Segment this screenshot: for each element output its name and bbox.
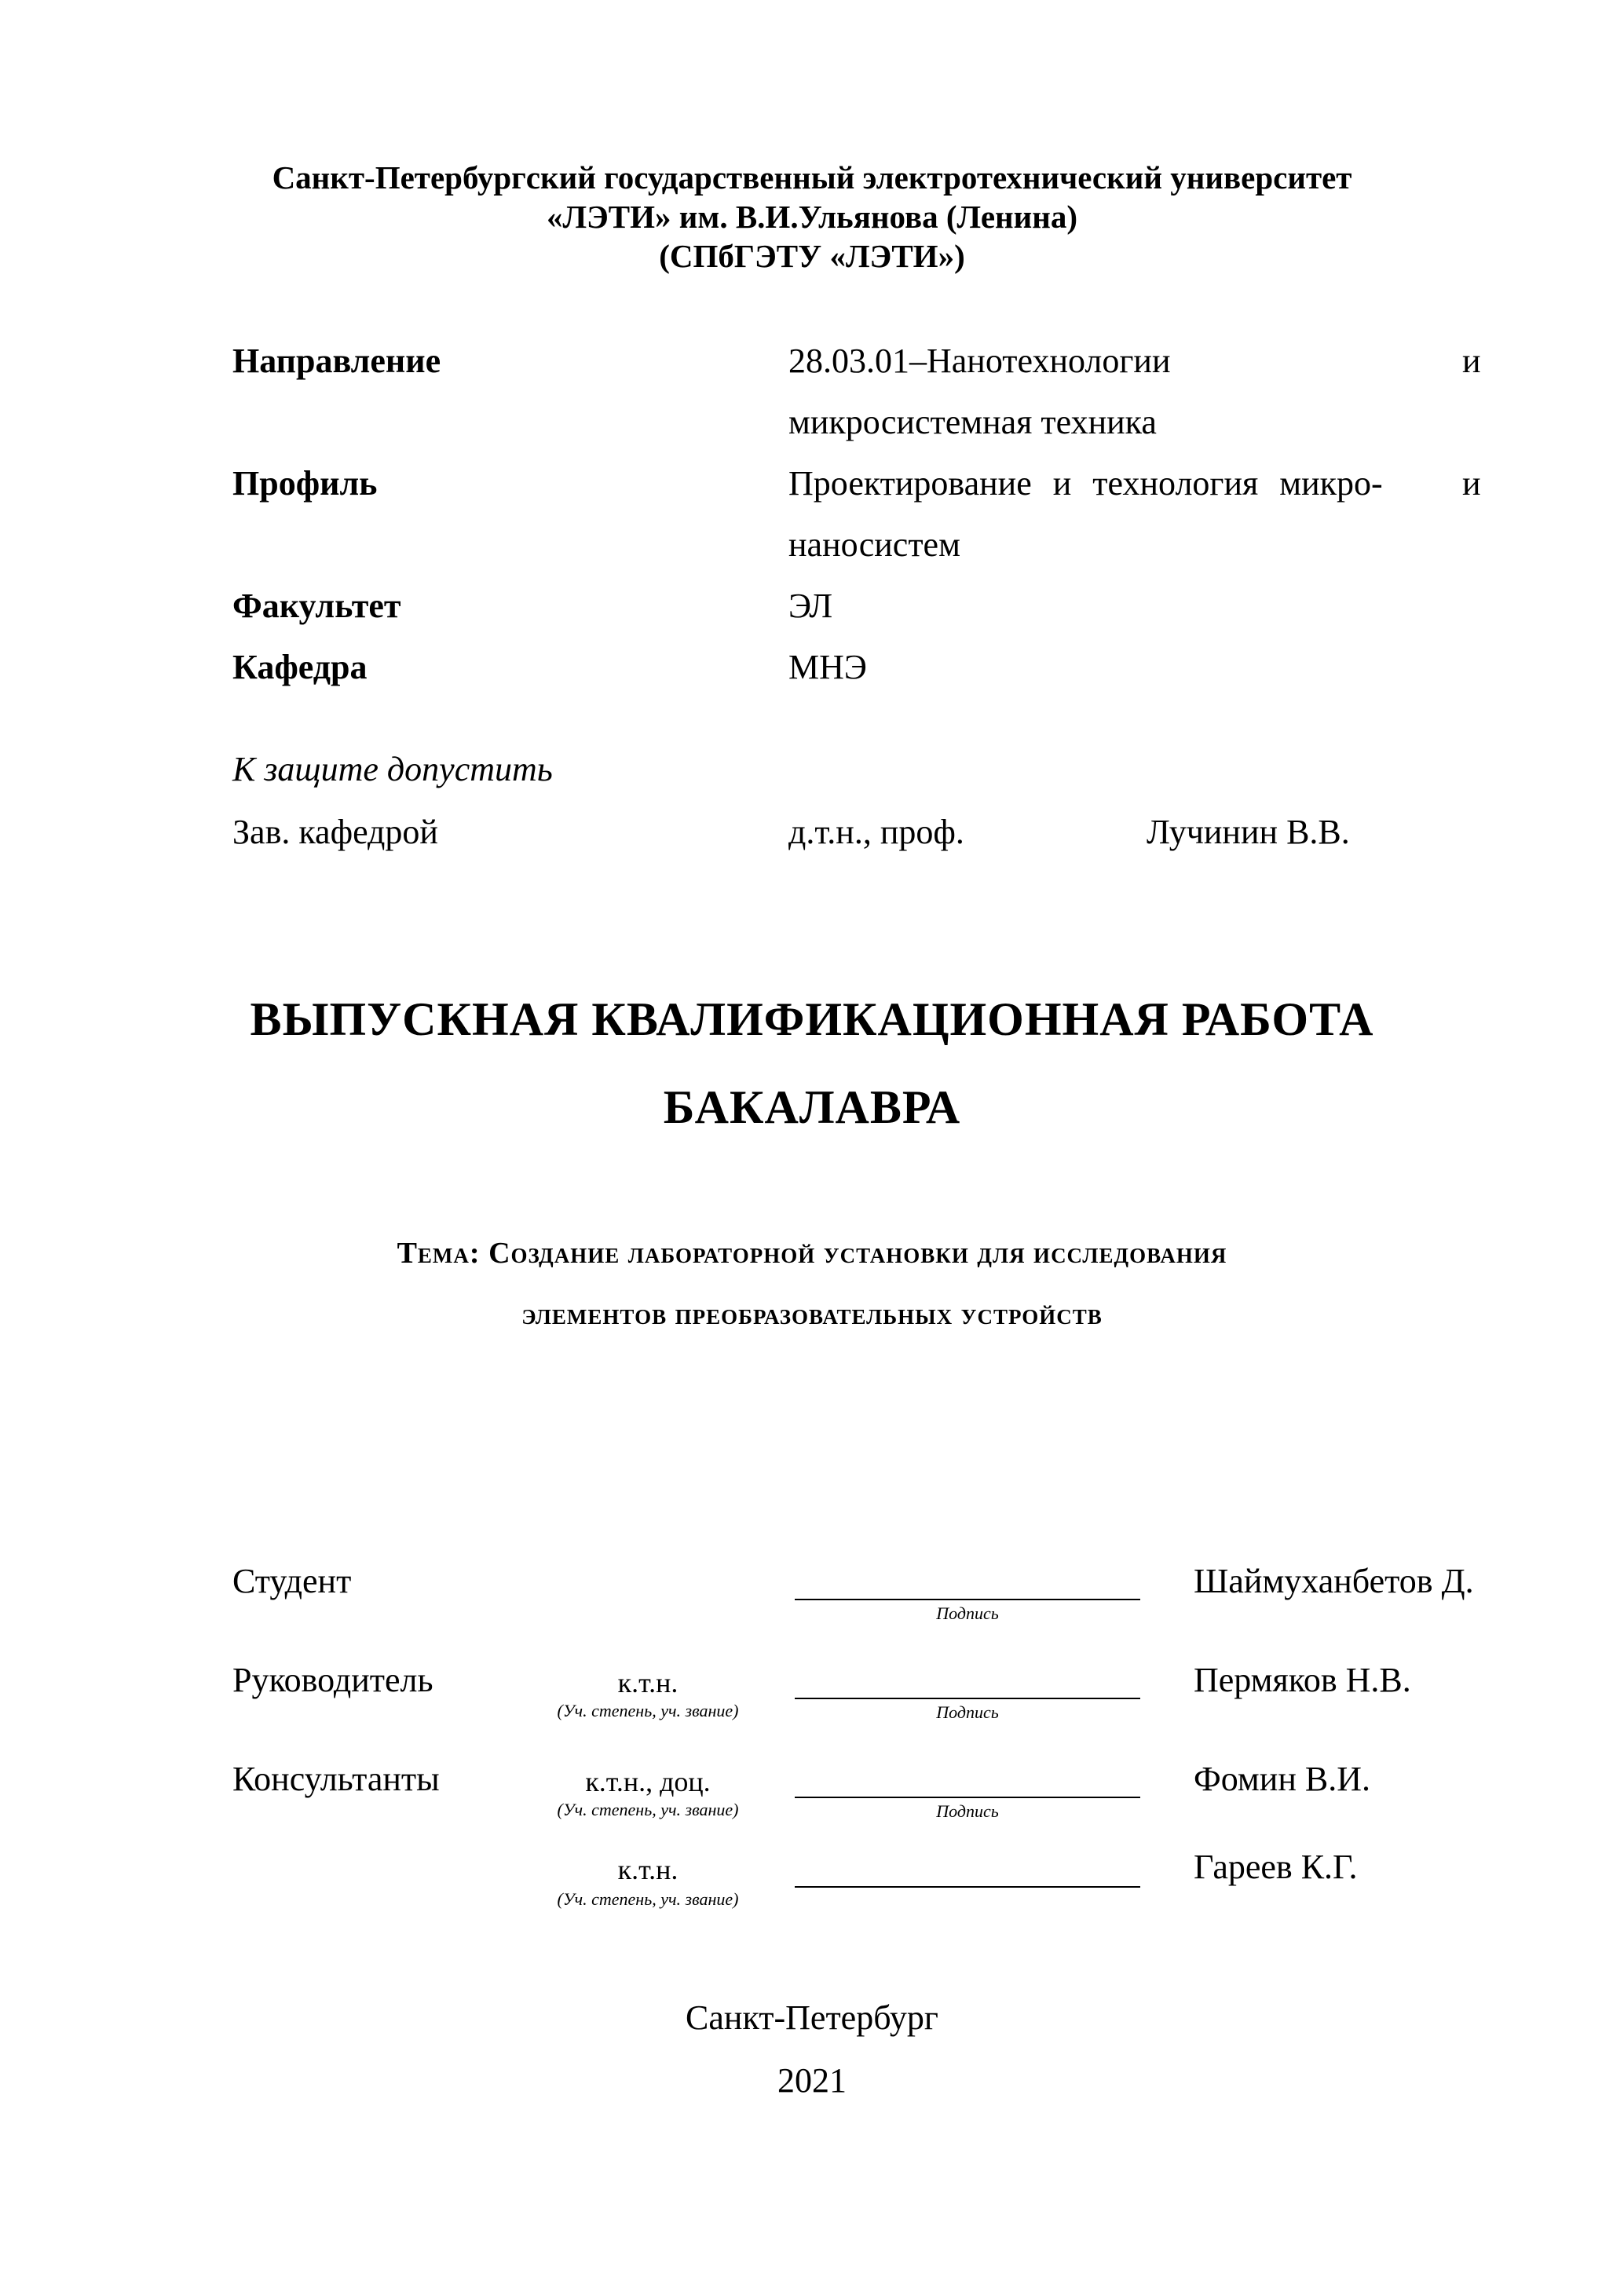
- student-signature-line: [795, 1599, 1140, 1600]
- head-of-department-label: Зав. кафедрой: [232, 813, 438, 851]
- university-name-line1: Санкт-Петербургский государственный электротехнический университет: [272, 159, 1352, 196]
- direction-value-line2: микросистемная техника: [788, 403, 1157, 441]
- profile-value-and: и: [1462, 464, 1481, 503]
- supervisor-signature-line: [795, 1698, 1140, 1699]
- supervisor-label: Руководитель: [232, 1661, 433, 1699]
- student-label: Студент: [232, 1562, 352, 1600]
- direction-label: Направление: [232, 342, 441, 380]
- consultant1-name: Фомин В.И.: [1194, 1760, 1370, 1798]
- faculty-value: ЭЛ: [788, 587, 833, 625]
- consultant2-degree-caption: (Уч. степень, уч. звание): [557, 1889, 739, 1909]
- profile-value-line2: наносистем: [788, 525, 960, 564]
- theme-line1: Тема: Создание лабораторной установки для исследования: [397, 1237, 1227, 1270]
- consultants-label: Консультанты: [232, 1760, 440, 1798]
- faculty-label: Факультет: [232, 587, 401, 625]
- supervisor-name: Пермяков Н.В.: [1194, 1661, 1411, 1699]
- consultant1-signature-line: [795, 1797, 1140, 1798]
- university-abbreviation: (СПбГЭТУ «ЛЭТИ»): [659, 238, 965, 274]
- department-label: Кафедра: [232, 648, 368, 686]
- footer-year: 2021: [777, 2061, 847, 2100]
- consultant1-degree-caption: (Уч. степень, уч. звание): [557, 1800, 739, 1819]
- work-title-line1: ВЫПУСКНАЯ КВАЛИФИКАЦИОННАЯ РАБОТА: [250, 993, 1374, 1045]
- profile-value: Проектирование и технология микро-: [788, 464, 1383, 503]
- theme-line2: элементов преобразовательных устройств: [521, 1298, 1103, 1331]
- head-of-department-degree: д.т.н., проф.: [788, 813, 964, 851]
- consultant1-degree: к.т.н., доц.: [585, 1766, 711, 1797]
- consultant2-signature-line: [795, 1886, 1140, 1888]
- head-of-department-name: Лучинин В.В.: [1147, 813, 1350, 851]
- defense-approval-text: К защите допустить: [232, 750, 553, 788]
- consultant2-name: Гареев К.Г.: [1194, 1848, 1358, 1886]
- department-value: МНЭ: [788, 648, 867, 686]
- university-name-line2: «ЛЭТИ» им. В.И.Ульянова (Ленина): [546, 199, 1078, 235]
- direction-value-and: и: [1462, 342, 1481, 380]
- supervisor-degree-caption: (Уч. степень, уч. звание): [557, 1701, 739, 1720]
- consultant1-signature-caption: Подпись: [936, 1801, 999, 1821]
- supervisor-signature-caption: Подпись: [936, 1702, 999, 1722]
- consultant2-degree: к.т.н.: [617, 1854, 678, 1885]
- profile-label: Профиль: [232, 464, 378, 503]
- supervisor-degree: к.т.н.: [617, 1667, 678, 1698]
- footer-city: Санкт-Петербург: [686, 1998, 938, 2037]
- work-title-line2: БАКАЛАВРА: [663, 1081, 961, 1133]
- direction-value: 28.03.01–Нанотехнологии: [788, 342, 1171, 380]
- student-signature-caption: Подпись: [936, 1603, 999, 1623]
- student-name: Шаймуханбетов Д.: [1194, 1562, 1474, 1600]
